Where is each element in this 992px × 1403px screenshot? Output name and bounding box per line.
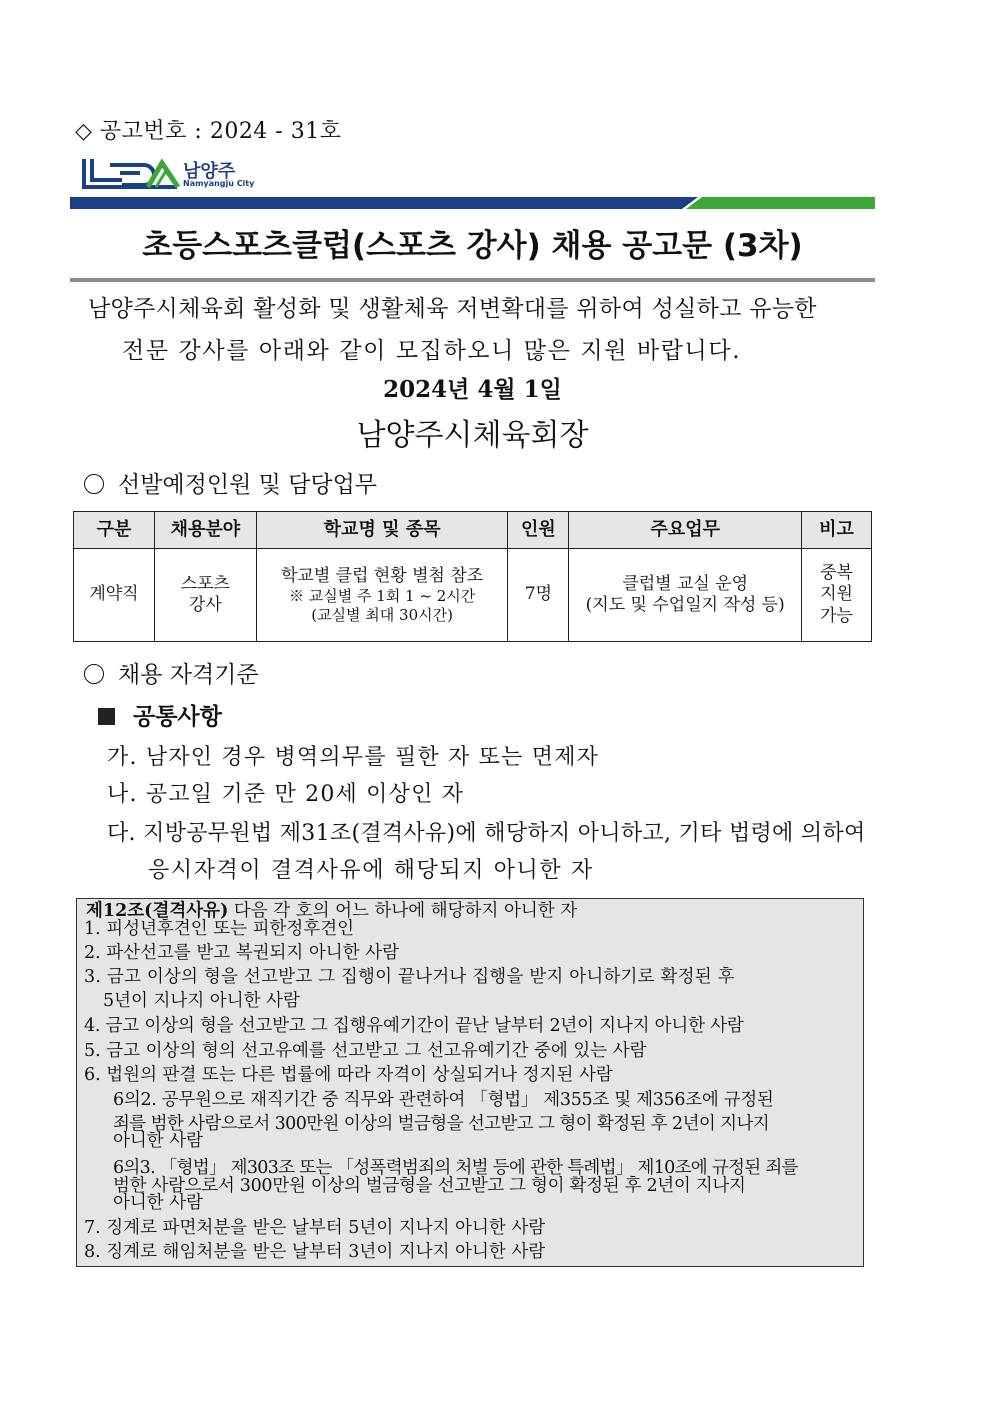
table-header-cell: 학교명 및 종목 [256, 512, 508, 549]
remark-cell [802, 549, 872, 642]
section-heading-text: 선발예정인원 및 담당업무 [118, 472, 378, 498]
recruitment-table [73, 511, 872, 642]
list-item: 1. 피성년후견인 또는 피한정후견인 [84, 919, 355, 939]
page-title: 초등스포츠클럽(스포츠 강사) 채용 공고문 (3차) [142, 228, 803, 264]
square-bullet-icon [98, 708, 115, 725]
notice-date: 2024년 4월 1일 [383, 376, 562, 403]
count-cell: 7명 [508, 549, 569, 642]
table-row [74, 549, 872, 642]
requirement-item: 나. 공고일 기준 만 20세 이상인 자 [107, 782, 465, 807]
list-item: 6. 법원의 판결 또는 다른 법률에 따라 자격이 상실되거나 정지된 사람 [84, 1065, 613, 1085]
title-underline [70, 278, 875, 282]
list-item: 7. 징계로 파면처분을 받은 날부터 5년이 지나지 아니한 사람 [84, 1218, 546, 1238]
list-item-continued: 아니한 사람 [113, 1193, 204, 1213]
duty-cell [569, 549, 802, 642]
requirement-item: 다. 지방공무원법 제31조(결격사유)에 해당하지 아니하고, 기타 법령에 의하여 [107, 821, 866, 846]
table-header-cell: 인원 [508, 512, 569, 549]
field-line: 강사 [188, 595, 222, 615]
list-item: 6의2. 공무원으로 재직기간 중 직무와 관련하여 「형법」 제355조 및 제356조에 규정된 [113, 1090, 774, 1110]
school-cell [256, 549, 508, 642]
field-cell [154, 549, 256, 642]
remark-line: 지원 [820, 584, 853, 605]
table-header-cell: 구분 [74, 512, 155, 549]
table-header-cell: 채용분야 [154, 512, 256, 549]
list-item: 6의3. 「형법」 제303조 또는 「성폭력범죄의 처벌 등에 관한 특례법」 제10조에 규정된 죄를 [113, 1158, 798, 1178]
requirement-item-continued: 응시자격이 결격사유에 해당되지 아니한 자 [148, 858, 594, 883]
logo-name-ko: 남양주 [183, 161, 236, 182]
header-color-bar [70, 197, 875, 209]
logo-name-en: Namyangju City [183, 179, 255, 188]
list-item: 8. 징계로 해임처분을 받은 날부터 3년이 지나지 아니한 사람 [84, 1242, 546, 1262]
list-item: 2. 파산선고를 받고 복권되지 아니한 사람 [84, 943, 399, 963]
circle-bullet-icon [84, 474, 104, 494]
article-title: 제12조(결격사유) [86, 901, 229, 921]
category-cell: 계약직 [74, 549, 155, 642]
list-item: 3. 금고 이상의 형을 선고받고 그 집행이 끝나거나 집행을 받지 아니하기로 확정된 후 [84, 967, 735, 987]
list-item-continued: 죄를 범한 사람으로서 300만원 이상의 벌금형을 선고받고 그 형이 확정된 후 2년이 지나지 [113, 1114, 770, 1134]
school-note: ※ 교실별 주 1회 1 ~ 2시간 [288, 586, 476, 605]
notice-number: ◇ 공고번호 : 2024 - 31호 [75, 119, 342, 144]
school-line: 학교별 클럽 현황 별첨 참조 [280, 565, 484, 586]
table-header-cell: 비고 [802, 512, 872, 549]
remark-line: 가능 [820, 605, 853, 626]
circle-bullet-icon [84, 664, 104, 684]
common-heading [98, 698, 222, 731]
list-item-continued: 아니한 사람 [113, 1131, 204, 1151]
common-heading-text: 공통사항 [133, 704, 222, 730]
table-header-row [74, 512, 872, 549]
section-heading-qualification [84, 656, 259, 689]
requirement-item: 가. 남자인 경우 병역의무를 필한 자 또는 면제자 [107, 745, 600, 770]
list-item-continued: 범한 사람으로서 300만원 이상의 벌금형을 선고받고 그 형이 확정된 후 2년이 지나지 [113, 1176, 746, 1196]
field-line: 스포츠 [180, 573, 230, 594]
list-item: 5. 금고 이상의 형의 선고유예를 선고받고 그 선고유예기간 중에 있는 사람 [84, 1041, 647, 1061]
section-heading-text: 채용 자격기준 [118, 662, 259, 688]
list-item: 4. 금고 이상의 형을 선고받고 그 집행유예기간이 끝난 날부터 2년이 지나지 아니한 사람 [84, 1016, 744, 1036]
remark-line: 중복 [820, 563, 853, 584]
duty-line: 클럽별 교실 운영 [622, 573, 749, 594]
intro-line-1: 남양주시체육회 활성화 및 생활체육 저변확대를 위하여 성실하고 유능한 [88, 296, 817, 322]
list-item-continued: 5년이 지나지 아니한 사람 [103, 991, 300, 1011]
table-header-cell: 주요업무 [569, 512, 802, 549]
duty-line: (지도 및 수업일지 작성 등) [585, 595, 785, 615]
section-heading-recruitment [84, 466, 377, 499]
organization-name: 남양주시체육회장 [356, 418, 589, 453]
intro-line-2: 전문 강사를 아래와 같이 모집하오니 많은 지원 바랍니다. [122, 338, 742, 364]
school-note: (교실별 최대 30시간) [311, 605, 453, 624]
article-desc: 다음 각 호의 어느 하나에 해당하지 아니한 자 [228, 901, 578, 921]
